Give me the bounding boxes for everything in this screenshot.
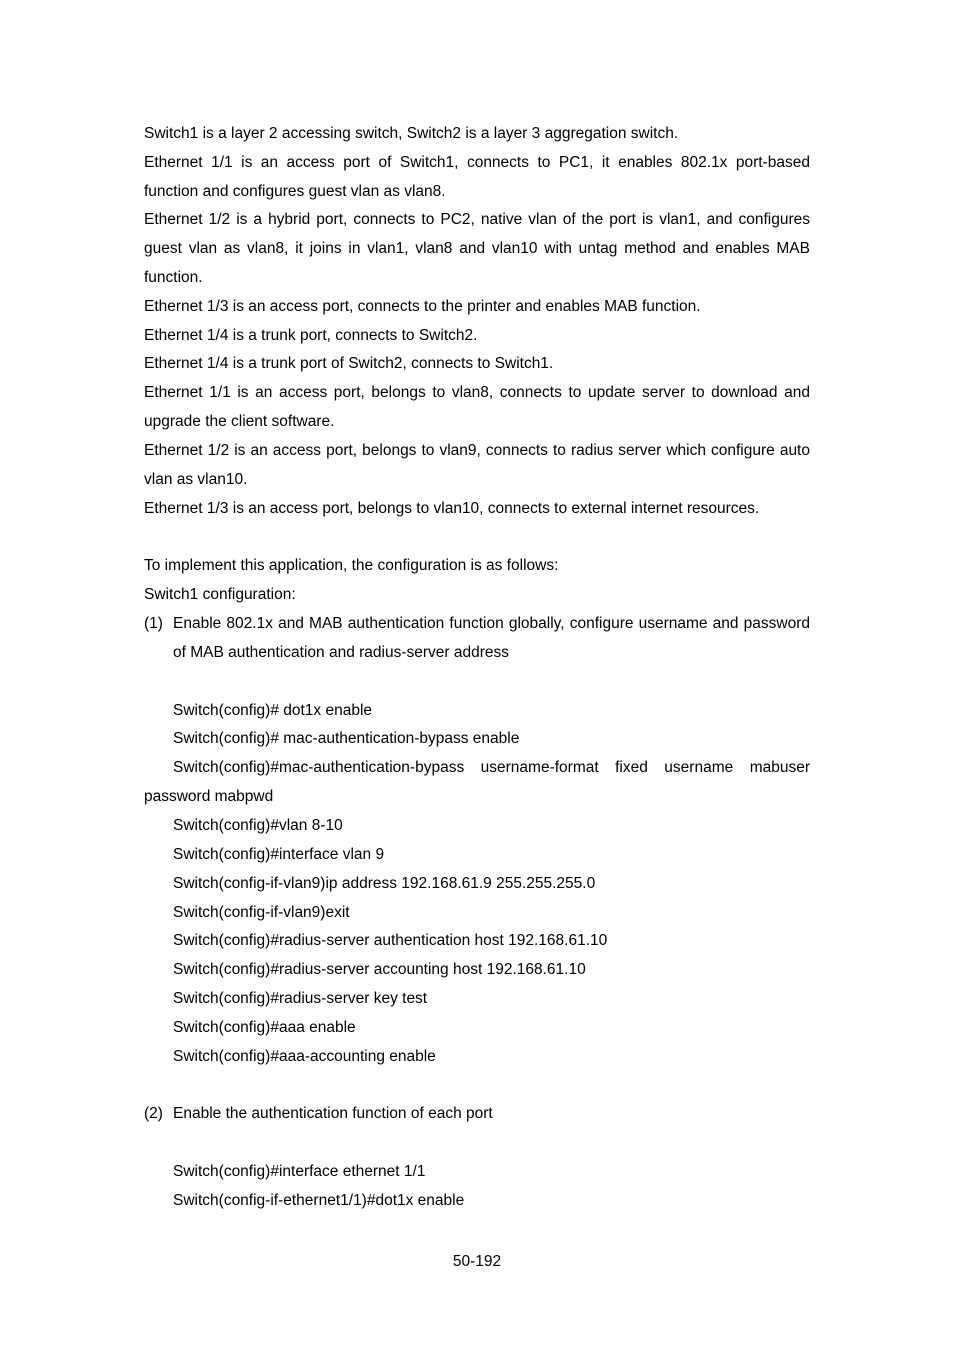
page-number: 50-192 bbox=[452, 1253, 502, 1270]
intro-paragraph: Ethernet 1/4 is a trunk port, connects to Switch2. bbox=[144, 327, 478, 344]
intro-paragraph: Ethernet 1/4 is a trunk port of Switch2, connects to Switch1. bbox=[144, 355, 554, 372]
intro-paragraph: Ethernet 1/1 is an access port of Switch1, connects to PC1, it enables 802.1x port-based function and configures guest vlan as vlan8. bbox=[144, 154, 810, 200]
step-text: Enable 802.1x and MAB authentication function globally, configure username and password of MAB authentication and radius-server address bbox=[173, 615, 810, 661]
command-line: Switch(config)#radius-server authentication host 192.168.61.10 bbox=[173, 932, 608, 949]
command-line: Switch(config-if-vlan9)exit bbox=[173, 904, 350, 921]
intro-paragraph: Ethernet 1/1 is an access port, belongs to vlan8, connects to update server to download and upgrade the client software. bbox=[144, 384, 810, 430]
command-line: Switch(config)#radius-server key test bbox=[173, 990, 428, 1007]
intro-paragraph: Switch1 is a layer 2 accessing switch, Switch2 is a layer 3 aggregation switch. bbox=[144, 125, 679, 142]
intro-paragraph: Ethernet 1/3 is an access port, belongs to vlan10, connects to external internet resources. bbox=[144, 500, 760, 517]
command-line: Switch(config-if-vlan9)ip address 192.168.61.9 255.255.255.0 bbox=[173, 875, 596, 892]
command-line: Switch(config)#mac-authentication-bypass username-format fixed username mabuser password mabpwd bbox=[144, 759, 810, 805]
command-line: Switch(config)#aaa-accounting enable bbox=[173, 1048, 436, 1065]
intro-paragraph: Ethernet 1/2 is a hybrid port, connects to PC2, native vlan of the port is vlan1, and configures guest vlan as vlan8, it joins in vlan1, vlan8 and vlan10 with untag method and enables MAB function. bbox=[144, 211, 810, 286]
step-2 bbox=[144, 1099, 810, 1128]
command-line: Switch(config)#interface ethernet 1/1 bbox=[173, 1163, 426, 1180]
intro-paragraph: Ethernet 1/2 is an access port, belongs to vlan9, connects to radius server which configure auto vlan as vlan10. bbox=[144, 442, 810, 488]
switch1-heading: Switch1 configuration: bbox=[144, 586, 296, 603]
command-line: Switch(config)# mac-authentication-bypass enable bbox=[173, 730, 520, 747]
command-line: Switch(config-if-ethernet1/1)#dot1x enable bbox=[173, 1192, 465, 1209]
command-line: Switch(config)#vlan 8-10 bbox=[173, 817, 343, 834]
step-1 bbox=[144, 609, 810, 667]
command-line: Switch(config)#interface vlan 9 bbox=[173, 846, 385, 863]
command-line: Switch(config)# dot1x enable bbox=[173, 702, 373, 719]
command-line: Switch(config)#radius-server accounting host 192.168.61.10 bbox=[173, 961, 586, 978]
intro-paragraph: Ethernet 1/3 is an access port, connects to the printer and enables MAB function. bbox=[144, 298, 701, 315]
implement-intro: To implement this application, the configuration is as follows: bbox=[144, 557, 559, 574]
step-number: (2) bbox=[144, 1105, 163, 1122]
step-text: Enable the authentication function of each port bbox=[173, 1105, 493, 1122]
command-line: Switch(config)#aaa enable bbox=[173, 1019, 356, 1036]
step-number: (1) bbox=[144, 615, 163, 632]
